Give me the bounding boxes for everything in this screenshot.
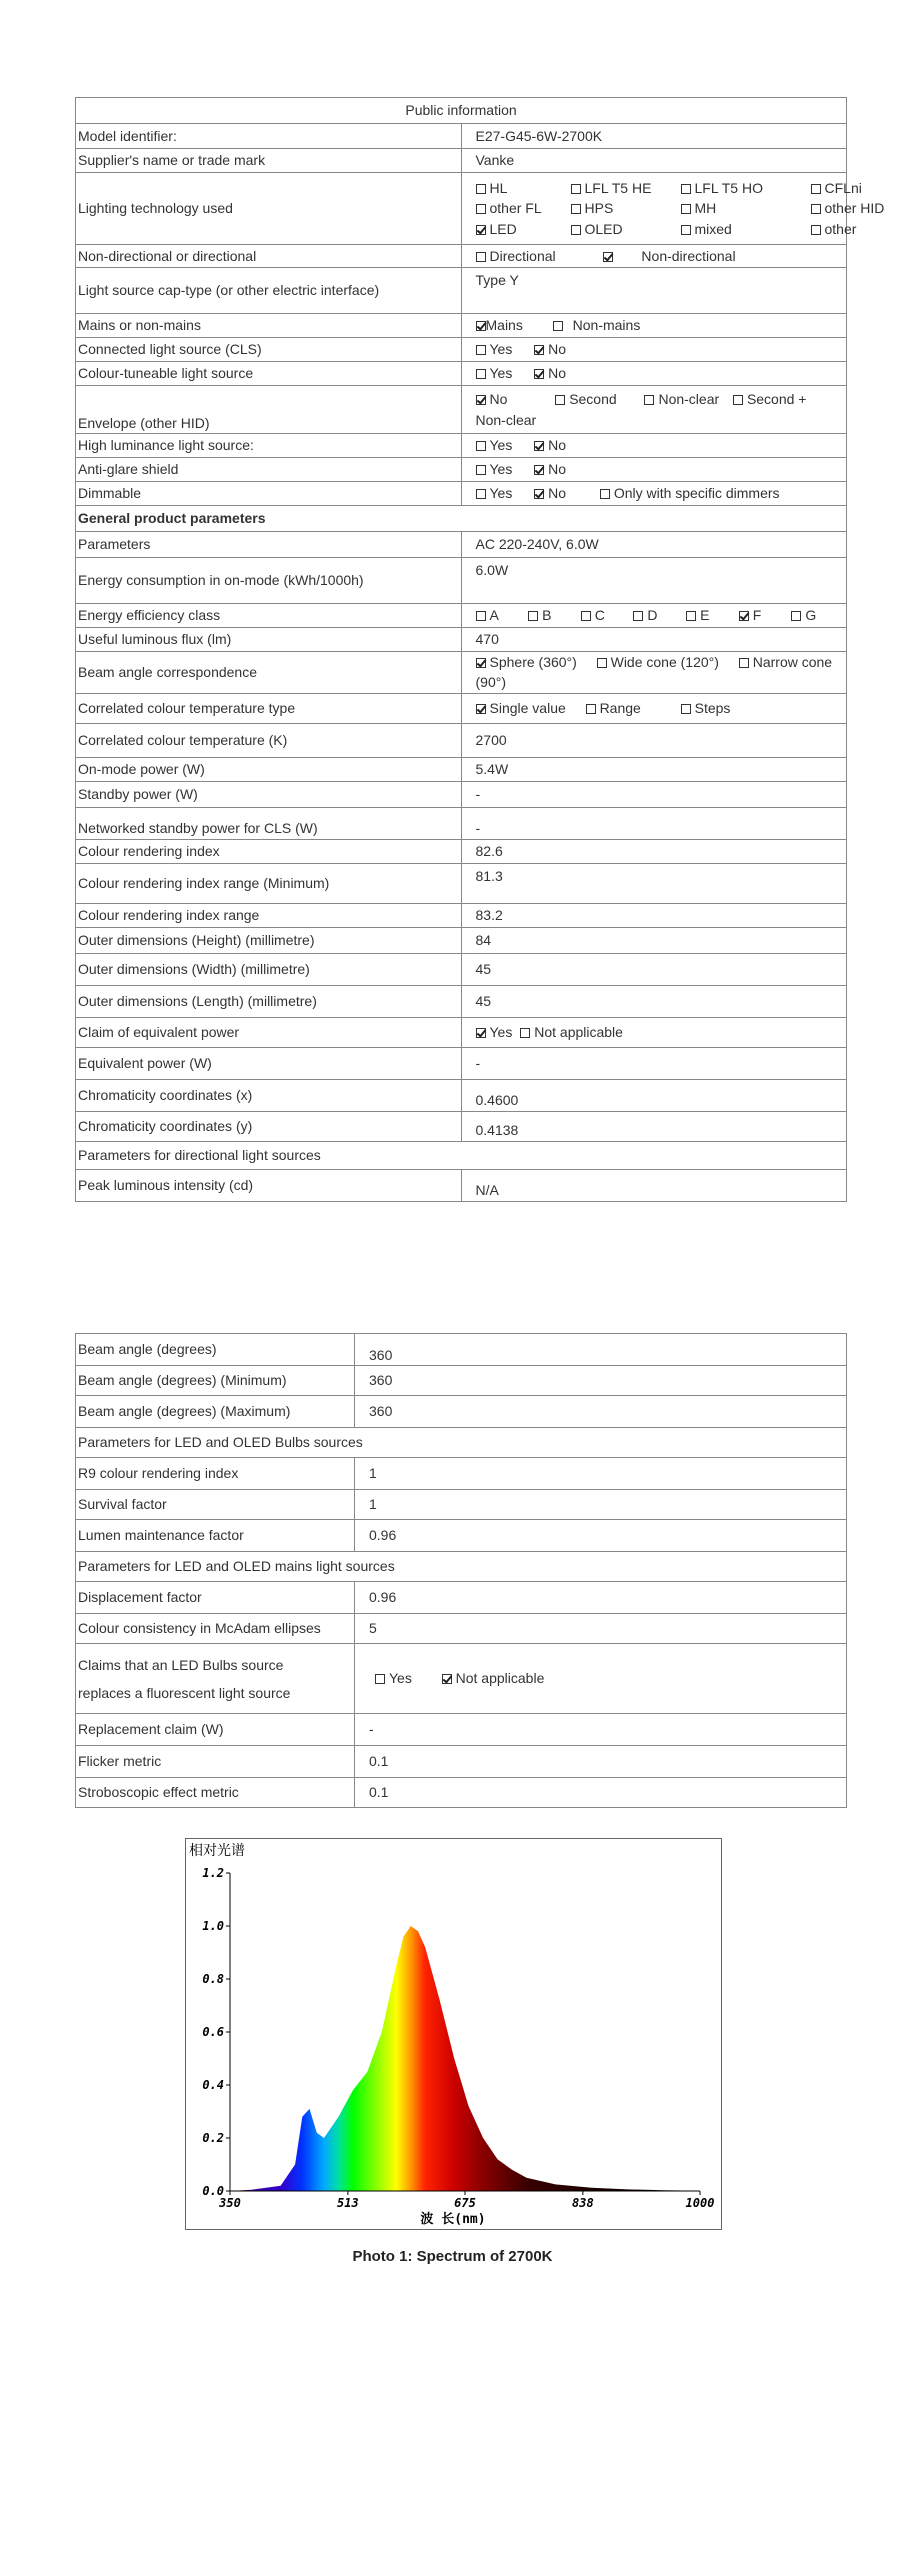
stby-value: - [461, 781, 847, 807]
tech-checkbox[interactable] [571, 184, 581, 194]
y-tick-label: 0.6 [202, 2025, 224, 2039]
flux-label: Useful luminous flux (lm) [76, 628, 462, 652]
nonmains-checkbox[interactable] [553, 321, 563, 331]
tech-checkbox[interactable] [571, 204, 581, 214]
env-opt4b-label: Non-clear [475, 411, 537, 428]
netstby-value: - [461, 807, 847, 839]
table-header: Public information [76, 98, 847, 124]
cctt-opt2-label: Range [599, 699, 641, 716]
ag-no-checkbox[interactable] [534, 465, 544, 475]
eec-option[interactable] [686, 605, 739, 625]
width-label: Outer dimensions (Width) (millimetre) [76, 953, 462, 985]
eec-option-label: A [489, 607, 499, 624]
public-information-table [75, 97, 885, 1202]
tech-option-label: other [824, 220, 857, 237]
energy-value: 6.0W [461, 558, 847, 604]
cx-value: 0.4600 [461, 1079, 847, 1111]
netstby-label: Networked standby power for CLS (W) [76, 807, 462, 839]
claim-options [461, 1017, 847, 1047]
cls-yes-checkbox[interactable] [476, 345, 486, 355]
fluor-yes-label: Yes [389, 1670, 412, 1687]
fluorescent-claim-label [76, 1644, 355, 1714]
eec-option[interactable] [791, 605, 844, 625]
eec-checkbox[interactable] [476, 611, 486, 621]
dir-opt2-label: Non-directional [641, 247, 736, 264]
tech-grid [476, 178, 885, 239]
env-opt2-label: Second [569, 391, 617, 408]
beam-options [461, 652, 847, 694]
eec-checkbox[interactable] [581, 611, 591, 621]
tech-option-label: LED [489, 220, 517, 237]
tech-option[interactable] [681, 178, 811, 198]
cctt-opt3-label: Steps [694, 699, 731, 716]
fluor-label-2: replaces a fluorescent light source [78, 1684, 291, 1701]
dir-options [461, 245, 847, 268]
beam-opt3-label: Narrow cone (90°) [475, 654, 833, 691]
y-tick-label: 0.4 [202, 2078, 224, 2092]
tune-label: Colour-tuneable light source [76, 362, 462, 386]
height-label: Outer dimensions (Height) (millimetre) [76, 927, 462, 953]
tech-option[interactable] [811, 178, 905, 198]
crimin-value: 81.3 [461, 863, 847, 903]
eec-checkbox[interactable] [686, 611, 696, 621]
flux-value: 470 [461, 628, 847, 652]
peak-label: Peak luminous intensity (cd) [76, 1169, 462, 1201]
survival-label: Survival factor [76, 1490, 355, 1520]
replacement-label: Replacement claim (W) [76, 1714, 355, 1746]
hl-yes-checkbox[interactable] [476, 441, 486, 451]
tech-checkbox[interactable] [811, 225, 821, 235]
eec-row [476, 605, 845, 625]
tech-checkbox[interactable] [476, 184, 486, 194]
beam-min-label: Beam angle (degrees) (Minimum) [76, 1366, 355, 1396]
env-opt3-label: Non-clear [658, 391, 720, 408]
tech-option-label: OLED [584, 220, 623, 237]
tech-option[interactable] [681, 198, 811, 218]
tech-option-label: HL [489, 180, 508, 197]
survival-value: 1 [355, 1490, 847, 1520]
ag-yes-label: Yes [489, 461, 513, 478]
eec-option-label: D [647, 607, 658, 624]
claim-yes-checkbox[interactable] [476, 1028, 486, 1038]
beam-opt1-label: Sphere (360°) [489, 654, 577, 670]
x-tick-label: 513 [337, 2196, 359, 2210]
dim-options [461, 482, 847, 506]
cls-no-label: No [548, 341, 567, 358]
eec-checkbox[interactable] [791, 611, 801, 621]
tech-option[interactable] [571, 198, 681, 218]
mains-label: Mains or non-mains [76, 314, 462, 338]
tech-checkbox[interactable] [681, 204, 691, 214]
tech-option-label: mixed [694, 220, 732, 237]
mains-opt2-label: Non-mains [572, 317, 641, 334]
length-label: Outer dimensions (Length) (millimetre) [76, 985, 462, 1017]
eec-option[interactable] [633, 605, 686, 625]
cls-label: Connected light source (CLS) [76, 338, 462, 362]
claim-yes-label: Yes [489, 1023, 513, 1040]
eec-option[interactable] [528, 605, 581, 625]
eec-label: Energy efficiency class [76, 604, 462, 628]
eec-option-label: F [752, 607, 762, 624]
cctt-options [461, 693, 847, 723]
cctt-range-checkbox[interactable] [586, 704, 596, 714]
tech-option[interactable] [811, 219, 905, 239]
cctt-single-checkbox[interactable] [476, 704, 486, 714]
tech-option-label: CFLni [824, 180, 862, 197]
env-second-checkbox[interactable] [555, 395, 565, 405]
figure-caption: Photo 1: Spectrum of 2700K [352, 2248, 553, 2265]
dim-no-label: No [548, 485, 567, 502]
length-value: 45 [461, 985, 847, 1017]
tech-option-label: LFL T5 HO [694, 180, 763, 197]
tech-option[interactable] [571, 219, 681, 239]
supplier-value: Vanke [461, 149, 847, 173]
eec-options [461, 604, 847, 628]
tech-options [461, 173, 885, 245]
led-parameters-table [75, 1333, 847, 1808]
param-label: Parameters [76, 532, 462, 558]
cx-label: Chromaticity coordinates (x) [76, 1079, 462, 1111]
beam-deg-label: Beam angle (degrees) [76, 1334, 355, 1366]
tech-option[interactable] [571, 178, 681, 198]
tech-checkbox[interactable] [811, 204, 821, 214]
mains-opt1-label: Mains [485, 317, 523, 334]
fluor-na-checkbox[interactable] [442, 1674, 452, 1684]
spectrum-chart [185, 1838, 722, 2230]
eec-checkbox[interactable] [528, 611, 538, 621]
eqpow-value: - [461, 1047, 847, 1079]
stby-label: Standby power (W) [76, 781, 462, 807]
r9-value: 1 [355, 1458, 847, 1490]
eec-checkbox[interactable] [633, 611, 643, 621]
dir-label: Non-directional or directional [76, 245, 462, 268]
hl-no-label: No [548, 437, 567, 454]
eec-option[interactable] [581, 605, 634, 625]
dim-label: Dimmable [76, 482, 462, 506]
claim-label: Claim of equivalent power [76, 1017, 462, 1047]
r9-label: R9 colour rendering index [76, 1458, 355, 1490]
crimin-label: Colour rendering index range (Minimum) [76, 863, 462, 903]
hl-options [461, 434, 847, 458]
cls-yes-label: Yes [489, 341, 513, 358]
dim-yes-checkbox[interactable] [476, 489, 486, 499]
mains-params-heading: Parameters for LED and OLED mains light sources [76, 1552, 847, 1582]
cls-options [461, 338, 847, 362]
mains-options [461, 314, 847, 338]
env-nonclear-checkbox[interactable] [644, 395, 654, 405]
cct-label: Correlated colour temperature (K) [76, 723, 462, 757]
env-options [461, 386, 847, 434]
tune-yes-checkbox[interactable] [476, 369, 486, 379]
fluor-na-label: Not applicable [455, 1670, 545, 1687]
eec-option[interactable] [739, 605, 792, 625]
energy-label: Energy consumption in on-mode (kWh/1000h) [76, 558, 462, 604]
y-tick-label: 1.2 [202, 1866, 224, 1880]
crirange-value: 83.2 [461, 903, 847, 927]
cctt-label: Correlated colour temperature type [76, 693, 462, 723]
tech-option-label: HPS [584, 200, 614, 217]
beam-max-value: 360 [355, 1396, 847, 1428]
dir-opt1-label: Directional [489, 247, 556, 264]
tech-checkbox[interactable] [681, 225, 691, 235]
ag-yes-checkbox[interactable] [476, 465, 486, 475]
fluor-options [355, 1644, 847, 1714]
tech-option-label: other FL [489, 200, 542, 217]
tech-option-label: MH [694, 200, 717, 217]
cri-value: 82.6 [461, 839, 847, 863]
y-tick-label: 0.2 [202, 2131, 224, 2145]
beam-sphere-checkbox[interactable] [476, 658, 486, 668]
beam-min-value: 360 [355, 1366, 847, 1396]
eec-checkbox[interactable] [739, 611, 749, 621]
mcadam-value: 5 [355, 1614, 847, 1644]
eqpow-label: Equivalent power (W) [76, 1047, 462, 1079]
displacement-value: 0.96 [355, 1582, 847, 1614]
param-value: AC 220-240V, 6.0W [461, 532, 847, 558]
dirparams-heading: Parameters for directional light sources [76, 1141, 847, 1169]
dim-yes-label: Yes [489, 485, 513, 502]
replacement-value: - [355, 1714, 847, 1746]
beam-opt2-label: Wide cone (120°) [610, 654, 719, 670]
fluor-yes-checkbox[interactable] [375, 1674, 385, 1684]
eec-option[interactable] [476, 605, 529, 625]
tech-checkbox[interactable] [571, 225, 581, 235]
env-opt1-label: No [489, 391, 508, 408]
dim-opt3-label: Only with specific dimmers [613, 485, 780, 502]
tech-checkbox[interactable] [811, 184, 821, 194]
x-tick-label: 838 [572, 2196, 594, 2210]
chart-ylabel: 相对光谱 [189, 1843, 245, 1859]
eec-option-label: E [700, 607, 710, 624]
beam-max-label: Beam angle (degrees) (Maximum) [76, 1396, 355, 1428]
tech-checkbox[interactable] [476, 204, 486, 214]
fluor-label-1: Claims that an LED Bulbs source [78, 1656, 284, 1673]
gpp-heading: General product parameters [76, 506, 847, 532]
height-value: 84 [461, 927, 847, 953]
cctt-opt1-label: Single value [489, 699, 566, 716]
y-tick-label: 0.0 [202, 2184, 224, 2198]
lumen-label: Lumen maintenance factor [76, 1520, 355, 1552]
eec-option-label: C [594, 607, 605, 624]
supplier-label: Supplier's name or trade mark [76, 149, 462, 173]
width-value: 45 [461, 953, 847, 985]
cap-label: Light source cap-type (or other electric interface) [76, 268, 462, 314]
y-tick-label: 1.0 [202, 1919, 224, 1933]
tech-option[interactable] [811, 198, 905, 218]
crirange-label: Colour rendering index range [76, 903, 462, 927]
dim-no-checkbox[interactable] [534, 489, 544, 499]
model-label: Model identifier: [76, 124, 462, 149]
eec-option-label: G [805, 607, 817, 624]
eec-option-label: B [542, 607, 552, 624]
dir-directional-checkbox[interactable] [476, 252, 486, 262]
tech-checkbox[interactable] [476, 225, 486, 235]
hl-yes-label: Yes [489, 437, 513, 454]
tune-yes-label: Yes [489, 365, 513, 382]
cct-value: 2700 [461, 723, 847, 757]
tune-no-label: No [548, 365, 567, 382]
tech-option[interactable] [476, 219, 571, 239]
env-label: Envelope (other HID) [76, 386, 462, 434]
cap-value: Type Y [461, 268, 847, 314]
ag-no-label: No [548, 461, 567, 478]
strobo-value: 0.1 [355, 1778, 847, 1808]
tech-checkbox[interactable] [681, 184, 691, 194]
tech-option[interactable] [681, 219, 811, 239]
flicker-value: 0.1 [355, 1746, 847, 1778]
chart-xlabel: 波 长(nm) [420, 2212, 486, 2227]
hl-no-checkbox[interactable] [534, 441, 544, 451]
mains-checkbox[interactable] [476, 321, 486, 331]
cri-label: Colour rendering index [76, 839, 462, 863]
cls-no-checkbox[interactable] [534, 345, 544, 355]
beam-narrow-checkbox[interactable] [739, 658, 749, 668]
hl-label: High luminance light source: [76, 434, 462, 458]
lumen-value: 0.96 [355, 1520, 847, 1552]
beam-wide-checkbox[interactable] [597, 658, 607, 668]
ag-options [461, 458, 847, 482]
y-tick-label: 0.8 [202, 1972, 224, 1986]
led-params-heading: Parameters for LED and OLED Bulbs sources [76, 1428, 847, 1458]
model-value: E27-G45-6W-2700K [461, 124, 847, 149]
displacement-label: Displacement factor [76, 1582, 355, 1614]
flicker-label: Flicker metric [76, 1746, 355, 1778]
x-tick-label: 350 [219, 2196, 241, 2210]
cctt-steps-checkbox[interactable] [681, 704, 691, 714]
onpow-value: 5.4W [461, 757, 847, 781]
tech-option-label: LFL T5 HE [584, 180, 652, 197]
onpow-label: On-mode power (W) [76, 757, 462, 781]
env-opt4-label: Second + [746, 391, 807, 408]
strobo-label: Stroboscopic effect metric [76, 1778, 355, 1808]
env-no-checkbox[interactable] [476, 395, 486, 405]
tech-option-label: other HID [824, 200, 885, 217]
claim-na-label: Not applicable [534, 1023, 623, 1040]
beam-deg-value: 360 [355, 1334, 847, 1366]
peak-value: N/A [461, 1169, 847, 1201]
claim-na-checkbox[interactable] [520, 1028, 530, 1038]
dim-specific-checkbox[interactable] [600, 489, 610, 499]
env-second-nonclear-checkbox[interactable] [733, 395, 743, 405]
beam-label: Beam angle correspondence [76, 652, 462, 694]
mcadam-label: Colour consistency in McAdam ellipses [76, 1614, 355, 1644]
dir-nondirectional-checkbox[interactable] [603, 252, 613, 262]
tech-label: Lighting technology used [76, 173, 462, 245]
tech-option[interactable] [476, 178, 571, 198]
tech-option[interactable] [476, 198, 571, 218]
ag-label: Anti-glare shield [76, 458, 462, 482]
cy-label: Chromaticity coordinates (y) [76, 1111, 462, 1141]
x-tick-label: 675 [454, 2196, 476, 2210]
tune-options [461, 362, 847, 386]
cy-value: 0.4138 [461, 1111, 847, 1141]
x-tick-label: 1000 [685, 2196, 715, 2210]
tune-no-checkbox[interactable] [534, 369, 544, 379]
